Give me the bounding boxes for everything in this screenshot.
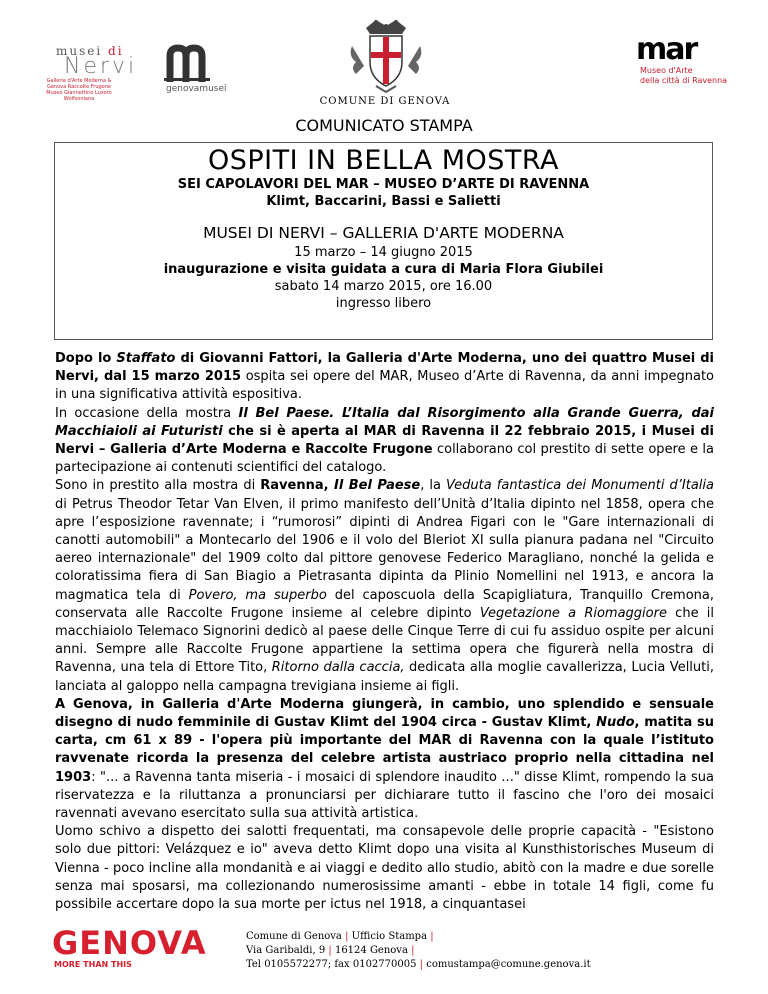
nervi-logo-top: musei di bbox=[56, 44, 124, 58]
comune-di-genova-label: COMUNE DI GENOVA bbox=[319, 96, 451, 107]
event-venue: MUSEI DI NERVI – GALLERIA D'ARTE MODERNA bbox=[203, 224, 564, 242]
event-info-box bbox=[54, 142, 713, 340]
paragraph-1: Dopo lo Staffato di Giovanni Fattori, la Galleria d'Arte Moderna, uno dei quattro Musei di Nervi, dal 15 marzo 2015 ospita sei opere del MAR, Museo d’Arte di Ravenna, da anni impegnato in una significativa attività espositiva. bbox=[55, 351, 714, 403]
event-subtitle: SEI CAPOLAVORI DEL MAR – MUSEO D’ARTE DI RAVENNA bbox=[177, 177, 590, 192]
mar-logo bbox=[636, 32, 736, 106]
footer-line-1: Comune di Genova | Ufficio Stampa | bbox=[246, 931, 434, 942]
genova-crest-icon bbox=[346, 16, 426, 94]
genova-footer-logo bbox=[52, 924, 232, 974]
paragraph-2: In occasione della mostra Il Bel Paese. L’Italia dal Risorgimento alla Grande Guerra, dai Macchiaioli ai Futuristi che si è aperta al MAR di Ravenna il 22 febbraio 2015, i Musei di Nervi – Galleria d’Arte Moderna e Raccolte Frugone collaborano col prestito di sette opere e la partecipazione ai contenuti scientifici del catalogo. bbox=[55, 405, 714, 476]
event-dates: 15 marzo – 14 giugno 2015 bbox=[294, 245, 473, 260]
event-artists: Klimt, Baccarini, Bassi e Salietti bbox=[266, 194, 501, 209]
genova-wordmark: GENOVA bbox=[52, 924, 207, 962]
footer-line-2: Via Garibaldi, 9 | 16124 Genova | bbox=[246, 945, 415, 956]
nervi-logo-caption: Galleria d'Arte Moderna & Genova Raccolte Frugone Museo Giannettino Luxoro Wolfsoniana bbox=[46, 78, 112, 102]
musei-di-nervi-logo bbox=[42, 44, 150, 106]
footer-contact bbox=[246, 930, 626, 972]
event-title: OSPITI IN BELLA MOSTRA bbox=[207, 145, 560, 176]
genova-musei-logo bbox=[160, 44, 230, 96]
comunicato-stampa-heading: COMUNICATO STAMPA bbox=[295, 116, 473, 135]
paragraph-4: A Genova, in Galleria d'Arte Moderna giungerà, in cambio, uno splendido e sensuale disegno di nudo femminile di Gustav Klimt del 1904 circa - Gustav Klimt, Nudo, matita su carta, cm 61 x 89 - l'opera più importante del MAR di Ravenna con la quale l’istituto ravvenate ricorda la presenza del celebre artista austriaco proprio nella cittadina nel 1903: "... a Ravenna tanta miseria - i mosaici di splendore inaudito ..." disse Klimt, rompendo la sua riservatezza e la riluttanza a pronunciarsi per dichiarare tutto il fascino che l'oro dei mosaici ravennati avevano esercitato sulla sua attività artistica. bbox=[55, 696, 714, 822]
footer-line-3: Tel 0105572277; fax 0102770005 | comustampa@comune.genova.it bbox=[246, 959, 591, 970]
press-release-body bbox=[55, 350, 714, 914]
genova-musei-text: genovamusei bbox=[166, 84, 227, 94]
paragraph-3: Sono in prestito alla mostra di Ravenna, Il Bel Paese, la Veduta fantastica dei Monumenti d’Italia di Petrus Theodor Tetar Van Elven, il primo manifesto dell’Unità d’Italia dipinto nel 1858, opera che apre l’esposizione ravennate; i “rumorosi” dipinti di Andrea Figari con le "Gare internazionali di canotti automobili" a Montecarlo del 1906 e il volo del Bleriot XI sulla pianura padana nel "Circuito aereo internazionale" del 1909 colto dal pittore genovese Federico Maragliano, nonché la gelida e coloratissima fiera di San Biagio a Pietrasanta dipinta da Plinio Nomellini nel 1913, e ancora la magmatica tela di Povero, ma superbo del caposcuola della Scapigliatura, Tranquillo Cremona, conservata alle Raccolte Frugone insieme al celebre dipinto Vegetazione a Riomaggiore che il macchiaiolo Telemaco Signorini dedicò al paese delle Cinque Terre di cui fu assiduo ospite per alcuni anni. Sempre alle Raccolte Frugone appartiene la settima opera che figurerà nella mostra di Ravenna, una tela di Ettore Tito, Ritorno dalla caccia, dedicata alla moglie cavallerizza, Lucia Velluti, lanciata al galoppo nella campagna trevigiana insieme ai figli. bbox=[55, 478, 715, 694]
mar-logo-caption: Museo d'Arte della città di Ravenna bbox=[640, 66, 728, 85]
paragraph-5: Uomo schivo a dispetto dei salotti frequentati, ma consapevole delle proprie capacità - "Esistono solo due pittori: Velázquez e io" aveva detto Klimt dopo una visita al Kunsthistorisches Museum di Vienna - poco incline alla mondanità e ai viaggi e dedito allo studio, abitò con la madre e due sorelle senza mai sposarsi, ma collezionando numerosissime amanti - ebbe in totale 14 figli, come fu possibile accertare dopo la sua morte per ictus nel 1918, a cinquantasei bbox=[55, 824, 714, 913]
event-opening-time: sabato 14 marzo 2015, ore 16.00 bbox=[274, 279, 493, 294]
mar-logo-mark: mar bbox=[636, 32, 697, 67]
event-inauguration: inaugurazione e visita guidata a cura di Maria Flora Giubilei bbox=[163, 262, 604, 277]
genova-tagline: MORE THAN THIS bbox=[54, 960, 132, 969]
nervi-logo-main: Nervi bbox=[64, 54, 138, 79]
genova-musei-mark-icon bbox=[160, 44, 220, 84]
event-admission: ingresso libero bbox=[335, 296, 432, 311]
